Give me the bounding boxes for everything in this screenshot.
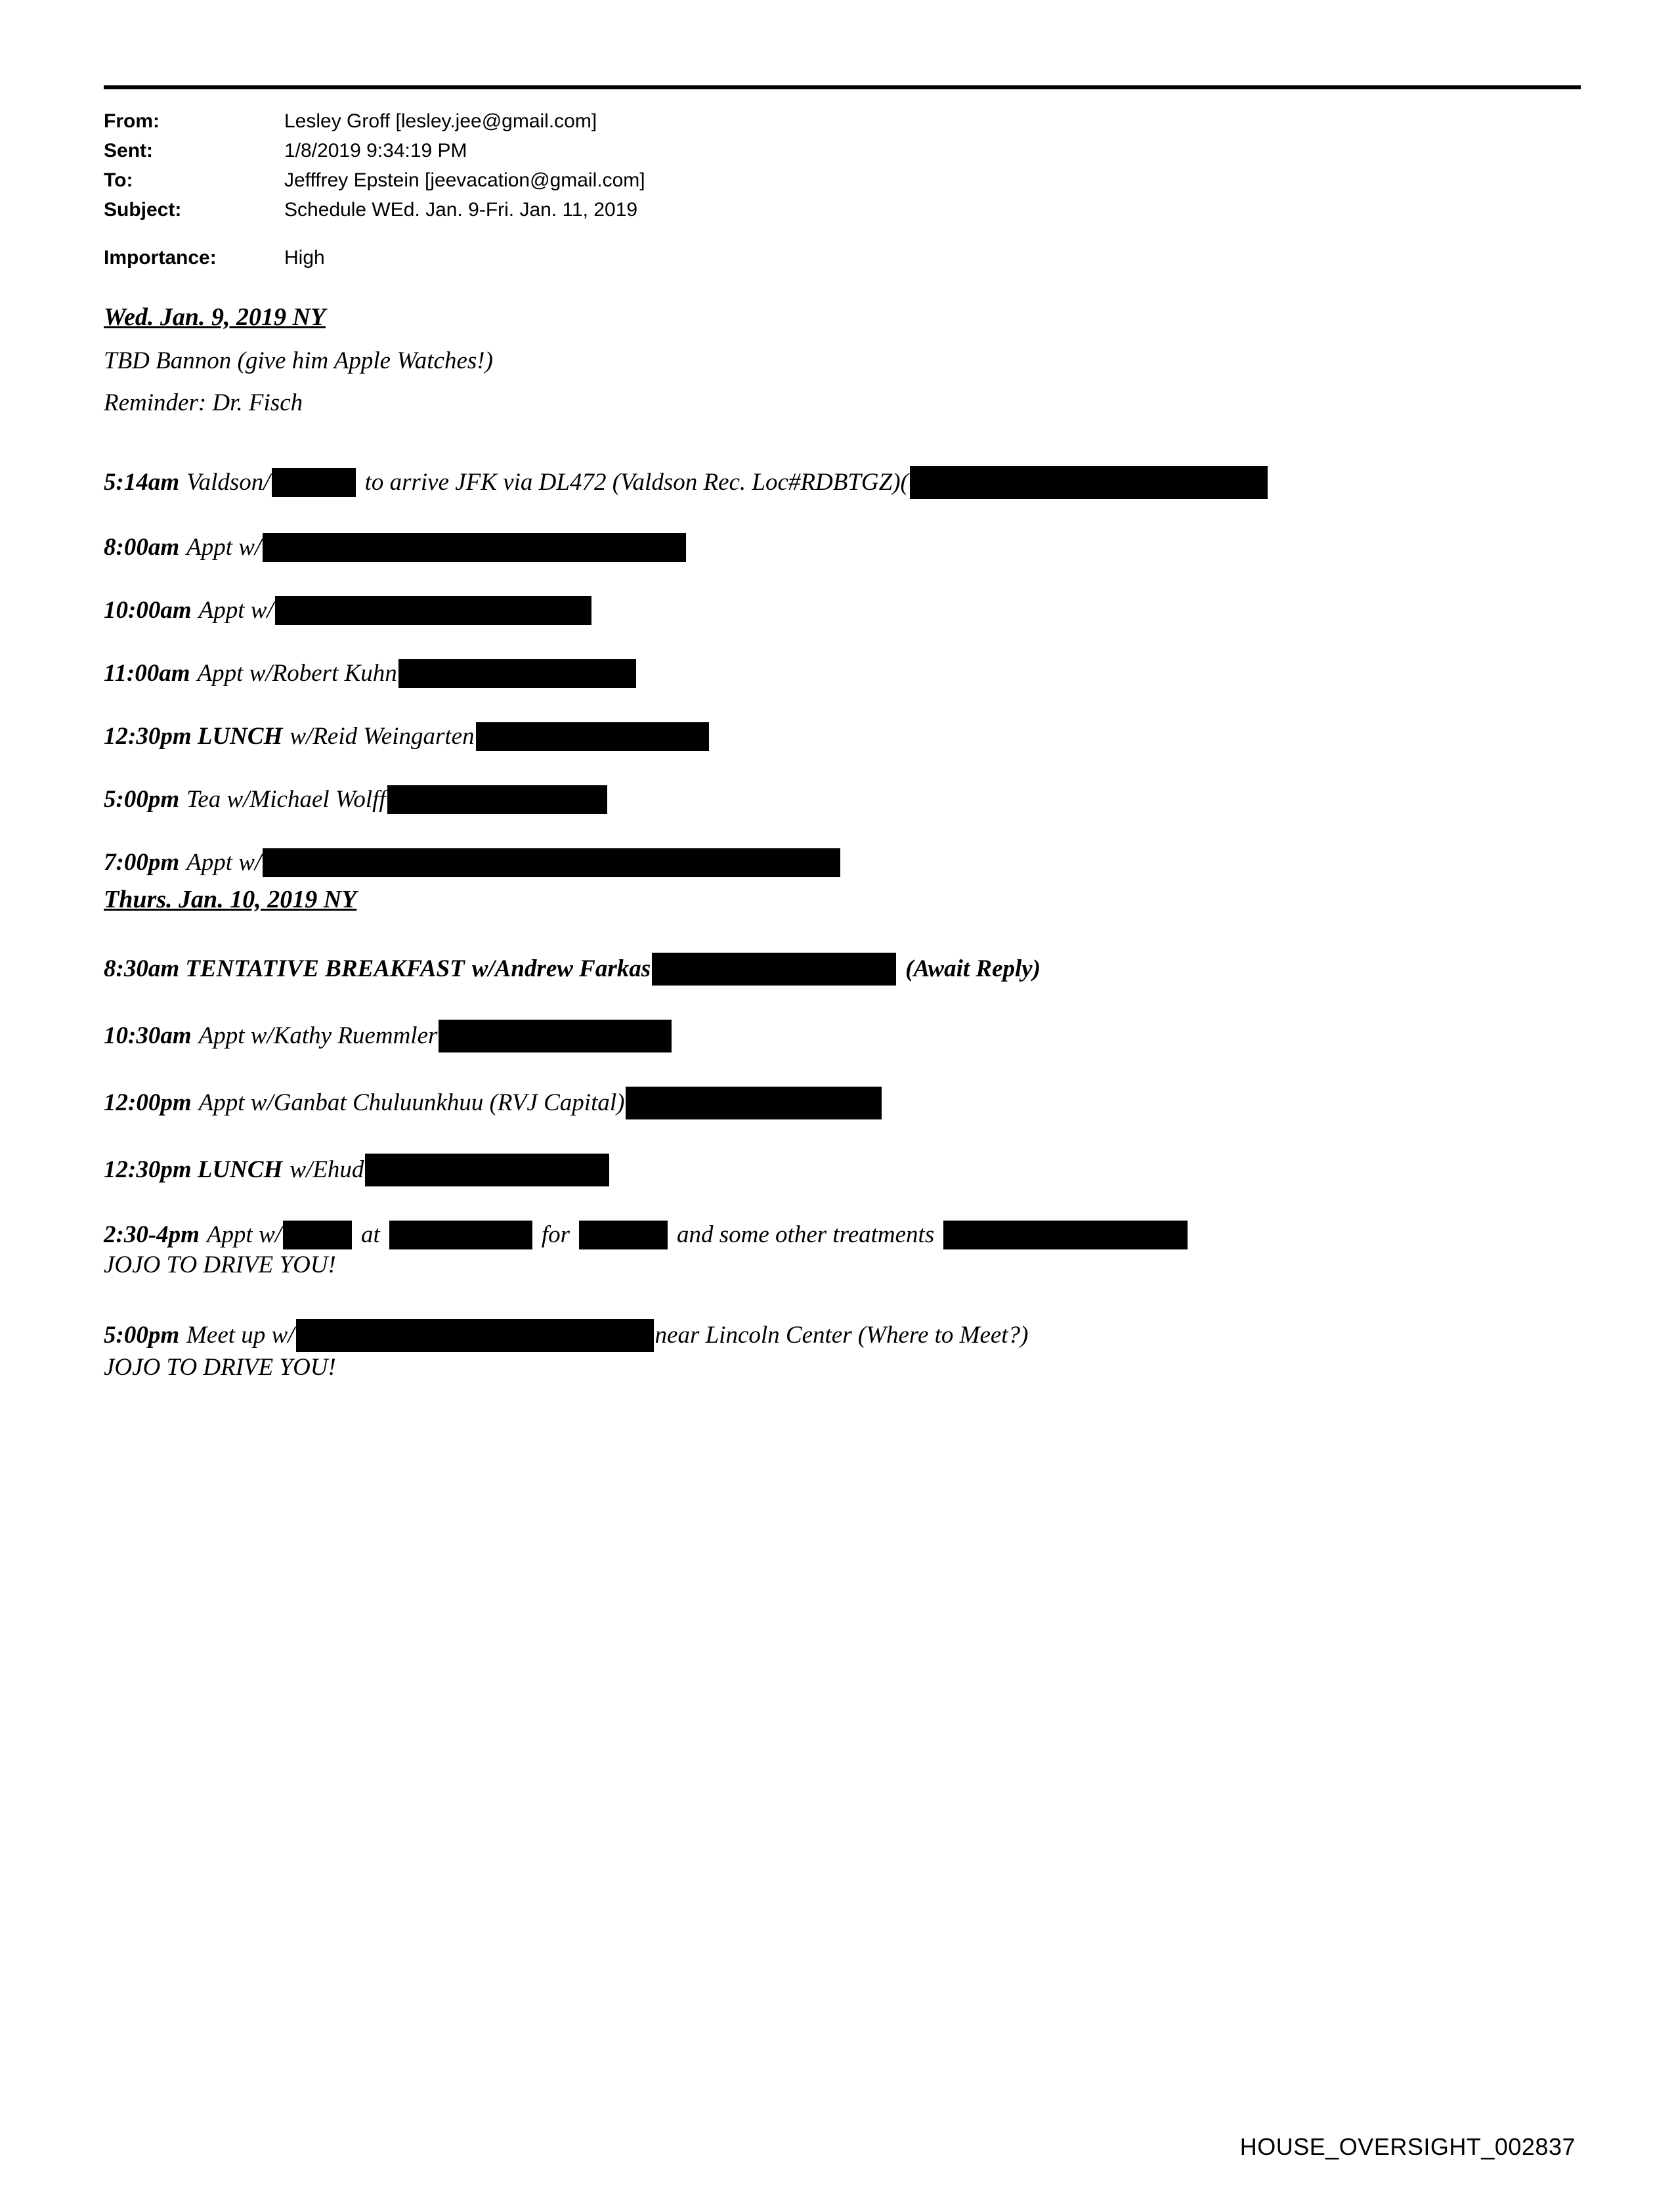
redaction-box [398,659,636,688]
entry-1230-lunch-weingarten [104,722,1576,751]
redaction-box [275,596,591,625]
spacer [104,1186,1576,1221]
header-label-from: From: [104,110,160,132]
entry-time: 5:00pm [104,1321,180,1349]
header-value-to: Jefffrey Epstein [jeevacation@gmail.com] [284,169,645,191]
header-row-subject [104,195,1576,225]
entry-0800 [104,533,1576,562]
entry-1030-kathy-ruemmler [104,1020,1576,1052]
entry-time: 5:14am [104,468,180,496]
entry-text: Appt w/Robert Kuhn [197,659,397,687]
entry-time: 12:30pm LUNCH [104,1156,283,1183]
redaction-box [439,1020,672,1052]
redaction-box [283,1221,352,1249]
spacer [104,432,1576,466]
entry-text: w/Reid Weingarten [290,722,475,750]
entry-text-pre: Valdson/ [186,468,270,496]
entry-text: Appt w/ [186,533,262,561]
entry-text-mid: to arrive JFK via DL472 (Valdson Rec. Loc#RDBTGZ)( [364,468,909,496]
entry-time: 11:00am [104,659,190,687]
header-value-from: Lesley Groff [lesley.jee@gmail.com] [284,110,597,132]
spacer [104,751,1576,785]
note-reminder: Reminder: Dr. Fisch [104,389,303,416]
header-value-importance: High [284,247,325,269]
redaction-box [943,1221,1188,1249]
entry-text: Appt w/Ganbat Chuluunkhuu (RVJ Capital) [198,1089,625,1116]
entry-time: 8:00am [104,533,180,561]
bates-number: HOUSE_OVERSIGHT_002837 [1239,2133,1576,2160]
redaction-box [476,722,709,751]
entry-1700-tea-wolff [104,785,1576,814]
entry-text: Appt w/ [198,596,274,624]
spacer [104,1052,1576,1087]
entry-1230-lunch-ehud [104,1154,1576,1186]
email-body [104,304,1576,1381]
entry-1200-ganbat-chuluunkhuu [104,1087,1576,1119]
header-label-to: To: [104,169,133,191]
redaction-box [389,1221,532,1249]
header-label-subject: Subject: [104,199,182,221]
entry-text-1: Appt w/ [206,1221,282,1248]
spacer [104,625,1576,659]
entry-note: (Await Reply) [905,955,1041,982]
note-bannon: TBD Bannon (give him Apple Watches!) [104,347,493,375]
entry-note-jojo-1: JOJO TO DRIVE YOU! [104,1251,336,1278]
header-label-importance: Importance: [104,247,217,269]
email-header [104,106,1576,272]
entry-text: Appt w/Kathy Ruemmler [198,1022,438,1049]
redaction-box [626,1087,882,1119]
redaction-box [365,1154,609,1186]
spacer [104,1278,1576,1319]
entry-time: 7:00pm [104,848,180,876]
entry-time: 12:30pm LUNCH [104,722,283,750]
entry-1100-robert-kuhn [104,659,1576,688]
spacer [104,499,1576,533]
entry-1430-treatments [104,1221,1576,1249]
spacer [104,986,1576,1020]
entry-1900 [104,848,1576,877]
entry-text-2: at [361,1221,380,1248]
entry-time: 10:00am [104,596,192,624]
redaction-box [652,953,896,986]
redaction-box [263,848,840,877]
redaction-box [579,1221,668,1249]
header-row-from [104,106,1576,136]
spacer [104,814,1576,848]
entry-text-1: Meet up w/ [186,1321,295,1349]
redaction-box [296,1319,654,1352]
entry-text: w/Ehud [290,1156,364,1183]
header-rule [104,85,1581,89]
entry-1000 [104,596,1576,625]
entry-text: Appt w/ [186,848,262,876]
header-row-to [104,165,1576,195]
day-heading-thurs: Thurs. Jan. 10, 2019 NY [104,885,357,913]
day-heading-wed: Wed. Jan. 9, 2019 NY [104,303,326,331]
entry-time: 5:00pm [104,785,180,813]
spacer [104,930,1576,953]
spacer [104,562,1576,596]
entry-time: 10:30am [104,1022,192,1049]
entry-text-4: and some other treatments [677,1221,935,1248]
entry-time: 12:00pm [104,1089,192,1116]
entry-text-2: near Lincoln Center (Where to Meet?) [655,1321,1029,1349]
redaction-box [387,785,607,814]
header-value-sent: 1/8/2019 9:34:19 PM [284,140,467,162]
entry-text: Tea w/Michael Wolff [186,785,386,813]
header-row-importance [104,243,1576,272]
redaction-box [910,466,1268,499]
entry-time: 8:30am TENTATIVE BREAKFAST [104,955,465,982]
entry-1700-meetup-lincoln-center [104,1319,1576,1352]
redaction-box [263,533,686,562]
entry-text: w/Andrew Farkas [471,955,651,982]
entry-0830-breakfast-farkas [104,953,1576,986]
header-spacer [104,225,1576,243]
entry-time: 2:30-4pm [104,1221,200,1248]
spacer [104,1119,1576,1154]
entry-text-3: for [541,1221,570,1248]
entry-flight-valdson [104,466,1576,499]
entry-note-jojo-2: JOJO TO DRIVE YOU! [104,1353,336,1381]
header-label-sent: Sent: [104,140,154,162]
header-row-sent [104,136,1576,165]
header-value-subject: Schedule WEd. Jan. 9-Fri. Jan. 11, 2019 [284,199,638,221]
spacer [104,688,1576,722]
redaction-box [272,468,356,497]
